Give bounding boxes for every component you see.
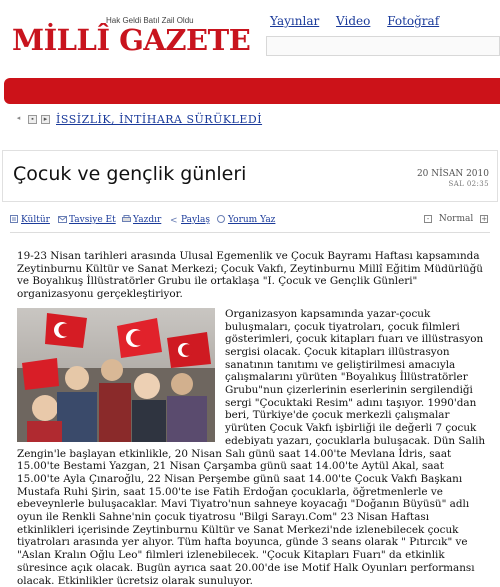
main-nav-bar — [4, 78, 500, 104]
nav-video[interactable]: Video — [336, 14, 371, 28]
top-nav — [270, 14, 452, 28]
nav-yayinlar[interactable]: Yayınlar — [270, 14, 320, 28]
comment-button[interactable] — [217, 215, 275, 225]
article-photo — [17, 308, 215, 442]
ticker-next-icon[interactable]: ▸ — [41, 115, 50, 124]
toolbar-divider — [10, 232, 490, 233]
mail-icon — [58, 216, 66, 223]
comment-icon — [217, 215, 225, 222]
news-ticker — [0, 112, 500, 130]
nav-fotograf[interactable]: Fotoğraf — [387, 14, 440, 28]
comment-label: Yorum Yaz — [228, 215, 276, 225]
date-text: 20 NİSAN 2010 — [416, 169, 489, 179]
article-body — [17, 250, 487, 587]
category-label: Kültür — [21, 215, 50, 225]
font-increase-button[interactable]: + — [481, 215, 488, 223]
page-title: Çocuk ve gençlik günleri — [13, 163, 247, 185]
article-toolbar — [10, 214, 490, 230]
logo-text: MİLLÎ GAZETE — [12, 23, 251, 57]
print-button[interactable] — [122, 215, 161, 225]
site-logo[interactable] — [12, 16, 251, 57]
font-normal-button[interactable]: Normal — [438, 214, 474, 224]
article-paragraph: Organizasyon kapsamında yazar-çocuk buluşmaları, çocuk tiyatroları, çocuk filmleri gösterimleri, çocuk kitapları fuarı ve illüstrasyon sergisi olacak. Çocuk kitapları illüstrasyon sanatının tanıtımı ve geliştirilmesi amacıyla çalışmalarını yürüten "Boyalıkuş İllüstratörler Grubu"nun çizerlerinin eserlerinin sergilendiği sergi "Çocuktaki Resim" adını taşıyor. 1990'dan beri, Türkiye'de çocuk merkezli çalışmalar yürüten Çocuk Vakfı işbirliği ile değerli 7 çocuk edebiyatı yazarı, çocuklarla buluşacak. Dün Salih Zengin'le başlayan etkinlikle, 20 Nisan Salı günü saat 14.00'te Mevlana İdris, saat 15.00'te Bestami Yazgan, 21 Nisan Çarşamba günü saat 14.00'te Aytül Akal, saat 15.00'te Ayla Çınaroğlu, 22 Nisan Perşembe günü saat 14.00'te Çocuk Vakfı Başkanı Mustafa Ruhi Şirin, saat 15.00'te ise Fatih Erdoğan çocuklarla, öğretmenlerle ve ebeveynlerle buluşacaklar. Mavi Tiyatro'nun sahneye koyacağı "Doğanın Büyüsü" adlı oyun ile Renkli Sahne'nin çocuk tiyatrosu "Bilgi Sarayı.Com" 23 Nisan Haftası etkinlikleri içerisinde Zeytinburnu Kültür ve Sanat Merkezi'nde izlenebilecek çocuk tiyatroları arasında yer alıyor. Tüm hafta boyunca, günde 3 seans olarak " Pıtırcık" ve "Aslan Kralın Oğlu Leo" filmleri izlenebilecek. "Çocuk Kitapları Fuarı" da etkinlik süresince açık olacak. Bugün ayrıca saat 20.00'de ise Motif Halk Oyunları performansı olacak. Etkinlikler ücretsiz olarak sunuluyor. — [17, 307, 486, 587]
site-header — [0, 0, 500, 78]
ticker-prev-icon[interactable]: ◂ — [16, 115, 21, 122]
ticker-pause-icon[interactable]: ▪ — [28, 115, 37, 124]
article-paragraph: 19-23 Nisan tarihleri arasında Ulusal Egemenlik ve Çocuk Bayramı Haftası kapsamında Zeytinburnu Kültür ve Sanat Merkezi; Çocuk Vakfı, Zeytinburnu Millî Eğitim Müdürlüğü ve Boyalıkuş İllüstratörler Grubu ile ortaklaşa "I. Çocuk ve Gençlik Günleri" organizasyonu gerçekleştiriyor. — [17, 250, 483, 301]
share-icon: < — [170, 216, 178, 226]
time-text: SAL 02:35 — [448, 180, 489, 188]
font-decrease-button[interactable]: - — [424, 215, 432, 223]
recommend-button[interactable] — [58, 215, 116, 225]
logo-slogan: Hak Geldi Batıl Zail Oldu — [106, 16, 194, 25]
search-input[interactable] — [266, 36, 500, 56]
recommend-label: Tavsiye Et — [69, 215, 116, 225]
ticker-headline[interactable]: İSSİZLİK, İNTİHARA SÜRÜKLEDİ — [56, 113, 263, 126]
page-icon — [10, 215, 18, 222]
font-size-controls — [424, 214, 488, 224]
printer-icon — [122, 215, 130, 222]
print-label: Yazdır — [133, 215, 162, 225]
category-link[interactable] — [10, 215, 50, 225]
share-label: Paylaş — [181, 215, 210, 225]
share-button[interactable] — [170, 215, 210, 225]
article-header — [2, 150, 498, 202]
article-date — [417, 169, 489, 189]
